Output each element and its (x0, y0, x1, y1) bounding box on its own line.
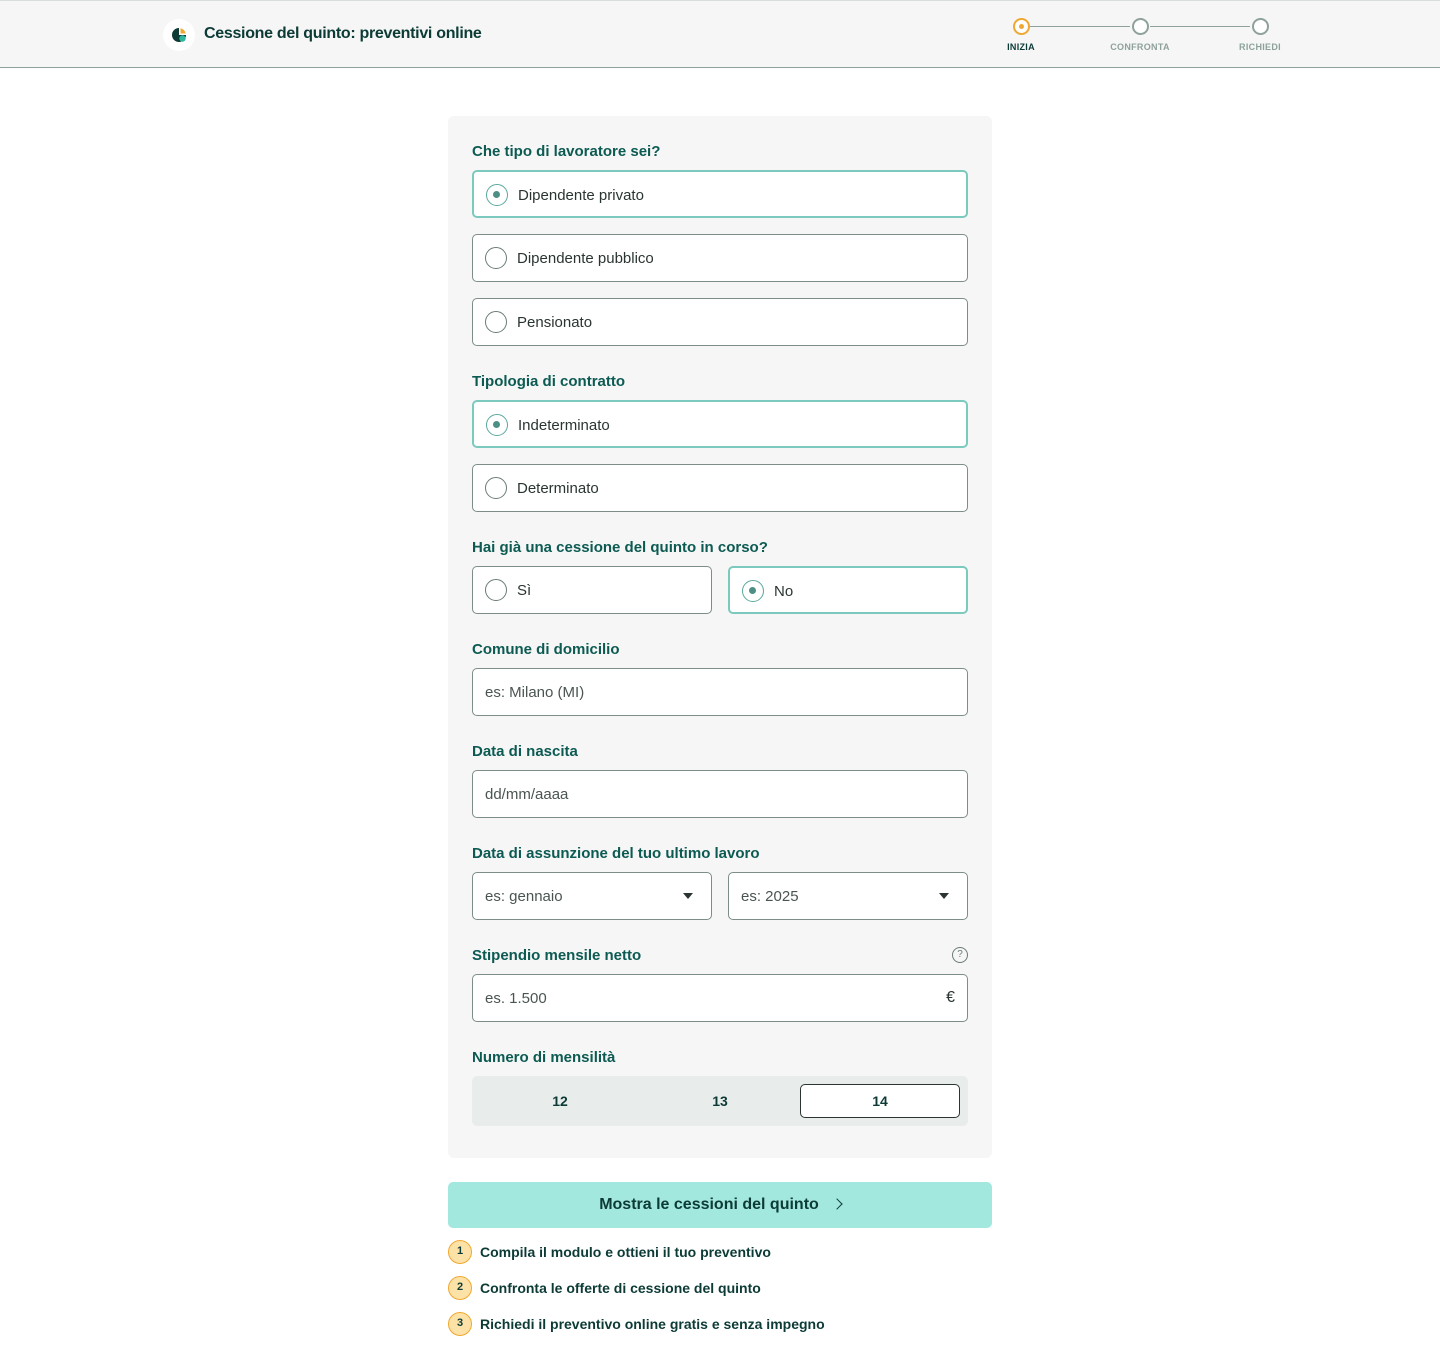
salary-label: Stipendio mensile netto (472, 947, 642, 964)
hire-month-select[interactable] (472, 872, 712, 920)
months-segmented-control (472, 1076, 968, 1126)
bullet-text: Compila il modulo e ottieni il tuo preventivo (480, 1244, 771, 1260)
comune-input[interactable] (472, 668, 968, 716)
input-placeholder: es. 1.500 (485, 990, 547, 1007)
step-number-badge: 2 (448, 1276, 472, 1300)
brand-logo[interactable] (163, 19, 195, 51)
option-indeterminato[interactable] (472, 400, 968, 448)
step-active-icon (1013, 18, 1030, 35)
input-placeholder: dd/mm/aaaa (485, 786, 569, 803)
option-pensionato[interactable] (472, 298, 968, 346)
top-header (0, 0, 1440, 68)
existing-loan-label: Hai già una cessione del quinto in corso? (472, 539, 768, 556)
step-inizia (981, 15, 1061, 52)
months-option-12[interactable]: 12 (552, 1093, 568, 1109)
option-label: Pensionato (517, 314, 593, 331)
cta-label: Mostra le cessioni del quinto (599, 1196, 819, 1213)
bullet-text: Richiedi il preventivo online gratis e senza impegno (480, 1316, 825, 1332)
progress-stepper (1000, 15, 1300, 59)
hire-year-select[interactable] (728, 872, 968, 920)
radio-empty-icon (485, 477, 507, 499)
input-placeholder: es: Milano (MI) (485, 684, 585, 701)
bullet-text: Confronta le offerte di cessione del quinto (480, 1280, 761, 1296)
caret-down-icon (683, 893, 693, 899)
contract-label: Tipologia di contratto (472, 373, 626, 390)
worker-type-label: Che tipo di lavoratore sei? (472, 143, 661, 160)
option-label: Dipendente pubblico (517, 250, 654, 267)
caret-down-icon (939, 893, 949, 899)
months-label: Numero di mensilità (472, 1049, 616, 1066)
birth-date-label: Data di nascita (472, 743, 578, 760)
step-label: INIZIA (1007, 42, 1035, 52)
step-confronta (1100, 15, 1180, 52)
select-value: es: 2025 (741, 888, 799, 905)
step-label: RICHIEDI (1239, 42, 1281, 52)
select-value: es: gennaio (485, 888, 563, 905)
logo-icon (171, 27, 187, 43)
radio-empty-icon (485, 579, 507, 601)
radio-selected-icon (742, 580, 764, 602)
months-option-13[interactable]: 13 (712, 1093, 728, 1109)
comune-label: Comune di domicilio (472, 641, 620, 658)
step-number-badge: 1 (448, 1240, 472, 1264)
step-pending-icon (1252, 18, 1269, 35)
option-label: Dipendente privato (518, 187, 644, 204)
option-determinato[interactable] (472, 464, 968, 512)
option-dipendente-privato[interactable] (472, 170, 968, 218)
step-label: CONFRONTA (1110, 42, 1170, 52)
months-option-14[interactable]: 14 (800, 1084, 960, 1118)
help-icon[interactable]: ? (952, 947, 968, 963)
step-number-badge: 3 (448, 1312, 472, 1336)
step-richiedi (1220, 15, 1300, 52)
radio-empty-icon (485, 311, 507, 333)
option-dipendente-pubblico[interactable] (472, 234, 968, 282)
option-label: Indeterminato (518, 417, 610, 434)
option-no[interactable] (728, 566, 968, 614)
show-offers-button[interactable] (448, 1182, 992, 1228)
radio-selected-icon (486, 184, 508, 206)
hire-date-label: Data di assunzione del tuo ultimo lavoro (472, 845, 760, 862)
brand-title: Cessione del quinto: preventivi online (204, 25, 482, 42)
option-label: Sì (517, 582, 532, 599)
radio-selected-icon (486, 414, 508, 436)
option-si[interactable] (472, 566, 712, 614)
option-label: No (774, 583, 794, 600)
option-label: Determinato (517, 480, 599, 497)
chevron-right-icon (831, 1198, 842, 1209)
radio-empty-icon (485, 247, 507, 269)
step-pending-icon (1132, 18, 1149, 35)
salary-input[interactable] (472, 974, 968, 1022)
birth-date-input[interactable] (472, 770, 968, 818)
euro-icon: € (946, 989, 955, 1006)
